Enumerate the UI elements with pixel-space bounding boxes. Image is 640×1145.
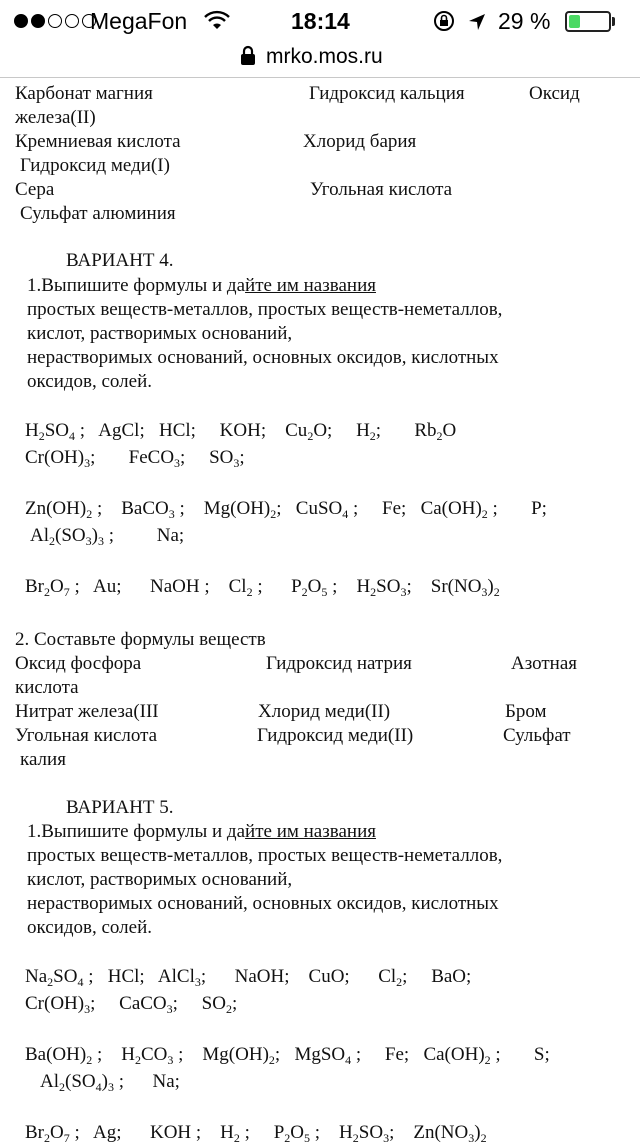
formula: $Zn(NO_3)_2$ — [413, 1122, 487, 1145]
formula: $Cr(OH)_3$; — [25, 447, 96, 470]
formula: $Ca(OH)_2$ ; — [420, 498, 498, 521]
item-text: Оксид фосфора — [15, 653, 142, 674]
item-text: железа(II) — [15, 107, 96, 128]
formula-line — [30, 524, 184, 548]
item-text: Угольная кислота — [310, 179, 453, 200]
task-1-text: оксидов, солей. — [27, 917, 153, 938]
item-text: Кремниевая кислота — [15, 131, 181, 152]
task-1-text: простых веществ-металлов, простых веществ-неметаллов, — [27, 845, 503, 866]
item-text: кислота — [15, 677, 79, 698]
formula: $Ca(OH)_2$ ; — [423, 1044, 501, 1067]
rotation-lock-icon — [432, 10, 456, 38]
document-page — [0, 78, 640, 1145]
item-text: Азотная — [511, 653, 578, 674]
url-text[interactable]: mrko.mos.ru — [266, 45, 383, 68]
item-text: Хлорид бария — [303, 131, 417, 152]
formula: HCl; — [107, 966, 145, 987]
item-text: Гидроксид меди(I) — [20, 155, 170, 176]
formula: $H_2CO_3$ ; — [121, 1044, 184, 1067]
formula-line — [25, 992, 237, 1016]
formula: $Ba(OH)_2$ ; — [25, 1044, 103, 1067]
formula: FeCO$_3$; — [128, 447, 186, 470]
formula: $H_2SO_3$; — [356, 576, 412, 599]
task-1-text: нерастворимых оснований, основных оксидов, кислотных — [27, 347, 499, 368]
battery-percent: 29 % — [498, 8, 551, 34]
formula: HCl; — [158, 420, 196, 441]
formula: $Mg(OH)_2$; — [202, 1044, 281, 1067]
task-1-text: оксидов, солей. — [27, 371, 153, 392]
formula: AgCl; — [98, 420, 145, 441]
formula: $Al_2(SO_4)_3$ ; — [40, 1071, 124, 1094]
item-text: Сульфат — [503, 725, 571, 746]
formula: $H_2$; — [356, 420, 382, 443]
formula: Na; — [156, 525, 185, 546]
formula: BaO; — [431, 966, 472, 987]
formula: Fe; — [382, 498, 407, 519]
formula: CuO; — [308, 966, 350, 987]
clock: 18:14 — [291, 8, 350, 34]
task-1-heading: 1.Выпишите формулы и дайте им названия — [27, 821, 376, 842]
task-2-heading: 2. Составьте формулы веществ — [15, 629, 266, 650]
formula: NaOH ; — [149, 576, 210, 597]
item-text: Бром — [505, 701, 547, 722]
formula-line — [25, 1043, 550, 1067]
formula: NaOH; — [234, 966, 290, 987]
formula: AlCl$_3$; — [157, 966, 207, 989]
variant-5-title: ВАРИАНТ 5. — [66, 797, 174, 818]
signal-strength-icon — [14, 14, 96, 28]
lock-icon — [240, 46, 256, 72]
formula: $Sr(NO_3)_2$ — [430, 576, 500, 599]
formula: $H_2$ ; — [220, 1122, 250, 1145]
formula: $Mg(OH)_2$; — [203, 498, 282, 521]
formula-line — [40, 1070, 180, 1094]
formula: KOH ; — [149, 1122, 202, 1143]
formula: CuSO$_4$ ; — [295, 498, 359, 521]
task-1-text: кислот, растворимых оснований, — [27, 869, 293, 890]
formula-line — [25, 965, 471, 989]
formula: Na; — [152, 1071, 180, 1092]
task-1-text: простых веществ-металлов, простых веществ-неметаллов, — [27, 299, 503, 320]
item-text: Хлорид меди(II) — [258, 701, 391, 722]
wifi-icon — [204, 9, 230, 37]
task-1-heading: 1.Выпишите формулы и дайте им названия — [27, 275, 376, 296]
formula: P; — [531, 498, 547, 519]
item-text: Угольная кислота — [15, 725, 158, 746]
formula-line — [25, 446, 245, 470]
formula: $Na_2SO_4$ ; — [25, 966, 94, 989]
item-text: Сера — [15, 179, 55, 200]
formula: $Br_2O_7$ ; — [25, 1122, 80, 1145]
item-text: Гидроксид натрия — [266, 653, 412, 674]
formula-line — [25, 419, 456, 443]
formula: $Cl_2$; — [378, 966, 408, 989]
formula: Au; — [92, 576, 122, 597]
formula: $SO_2$; — [201, 993, 238, 1016]
item-text: Сульфат алюминия — [20, 203, 176, 224]
formula: $Cr(OH)_3$; — [25, 993, 96, 1016]
formula: $Cu_2O$; — [285, 420, 333, 443]
task-1-text: кислот, растворимых оснований, — [27, 323, 293, 344]
formula: $Rb_2O$ — [414, 420, 457, 443]
formula: S; — [533, 1044, 550, 1065]
formula: $Cl_2$ ; — [228, 576, 263, 599]
formula: KOH; — [219, 420, 267, 441]
formula: $P_2O_5$ ; — [291, 576, 338, 599]
task-1-text: нерастворимых оснований, основных оксидов, кислотных — [27, 893, 499, 914]
formula: $P_2O_5$ ; — [273, 1122, 321, 1145]
formula: Fe; — [384, 1044, 410, 1065]
item-text: калия — [20, 749, 66, 770]
item-text: Нитрат железа(III — [15, 701, 159, 722]
formula: $H_2SO_3$; — [339, 1122, 395, 1145]
variant-4-title: ВАРИАНТ 4. — [66, 250, 174, 271]
carrier-name: MegaFon — [90, 8, 188, 34]
item-text: Гидроксид кальция — [309, 83, 465, 104]
formula: $SO_3$; — [209, 447, 245, 470]
item-text: Оксид — [529, 83, 580, 104]
location-arrow-icon — [467, 10, 487, 38]
formula: CaCO$_3$; — [119, 993, 178, 1016]
formula: $H_2SO_4$ ; — [25, 420, 86, 443]
item-text: Гидроксид меди(II) — [257, 725, 414, 746]
formula: $Al_2(SO_3)_3$ ; — [30, 525, 114, 548]
formula-line — [25, 497, 547, 521]
battery-icon — [565, 11, 611, 32]
formula: BaCO$_3$ ; — [121, 498, 185, 521]
formula: $Zn(OH)_2$ ; — [25, 498, 103, 521]
status-bar — [0, 0, 640, 40]
address-bar[interactable] — [0, 40, 640, 76]
item-text: Карбонат магния — [15, 83, 153, 104]
formula: $Br_2O_7$ ; — [25, 576, 80, 599]
formula-line-cut — [25, 1121, 487, 1145]
battery-nub — [612, 17, 615, 26]
formula: MgSO$_4$ ; — [294, 1044, 362, 1067]
formula-line — [25, 575, 500, 599]
formula: Ag; — [92, 1122, 122, 1143]
